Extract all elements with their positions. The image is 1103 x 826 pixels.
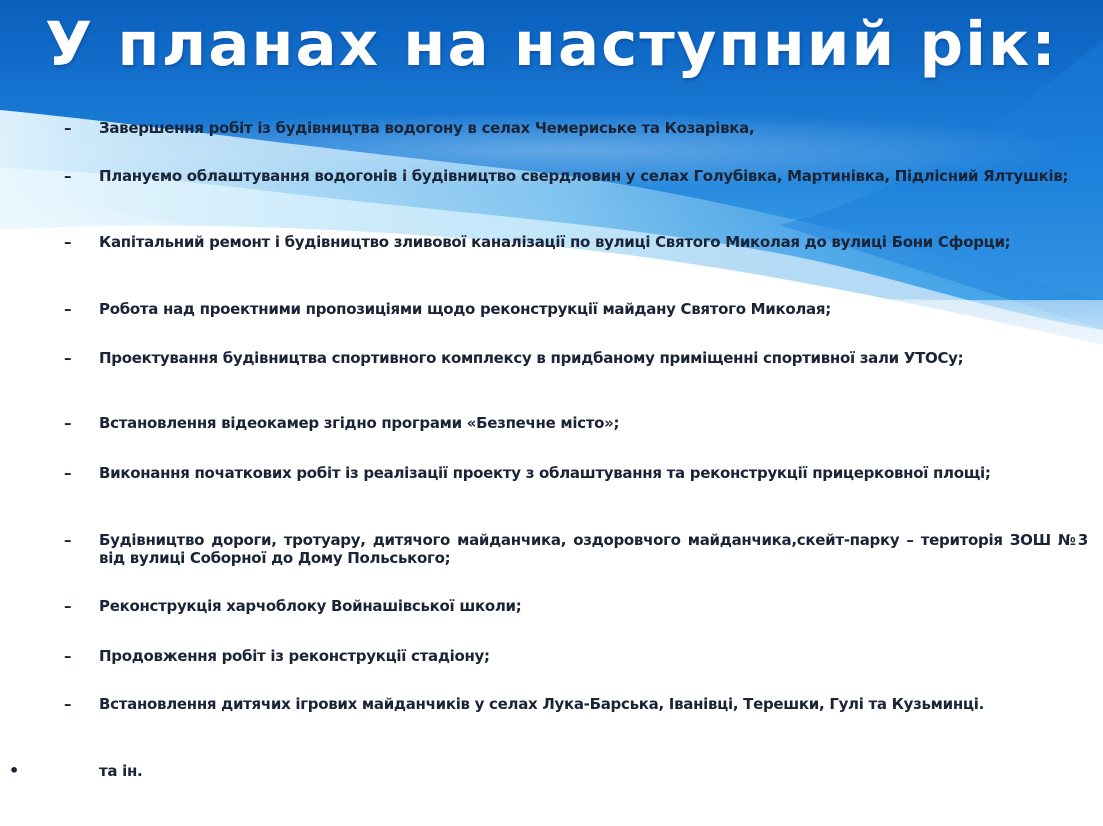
dash-marker: – bbox=[64, 233, 72, 251]
list-item-text: Завершення робіт із будівництва водогону в селах Чемериське та Козарівка, bbox=[99, 119, 755, 137]
dash-marker: – bbox=[64, 531, 72, 549]
dash-marker: – bbox=[64, 349, 72, 367]
dash-marker: – bbox=[64, 464, 72, 482]
slide-title: У планах на наступний рік: bbox=[45, 9, 1058, 80]
list-item-text: Встановлення відеокамер згідно програми «Безпечне місто»; bbox=[99, 414, 620, 432]
dash-marker: – bbox=[64, 300, 72, 318]
list-item-text: Плануємо облаштування водогонів і будівництво свердловин у селах Голубівка, Мартинівка, Підлісний Ялтушків; bbox=[99, 167, 1069, 185]
dash-marker: – bbox=[64, 647, 72, 665]
list-item-text: Встановлення дитячих ігрових майданчиків у селах Лука-Барська, Іванівці, Терешки, Гулі та Кузьминці. bbox=[99, 695, 984, 713]
list-item-text: Виконання початкових робіт із реалізації проекту з облаштування та реконструкції прицерковної площі; bbox=[99, 464, 991, 482]
list-item-text: Продовження робіт із реконструкції стадіону; bbox=[99, 647, 490, 665]
list-item-text: Реконструкція харчоблоку Войнашівської школи; bbox=[99, 597, 522, 615]
dash-marker: – bbox=[64, 119, 72, 137]
bullet-marker: • bbox=[9, 761, 20, 780]
list-item-text: Проектування будівництва спортивного комплексу в придбаному приміщенні спортивної зали УТОСу; bbox=[99, 349, 964, 367]
list-item-text: та ін. bbox=[99, 762, 143, 780]
list-item-text: Будівництво дороги, тротуару, дитячого майданчика, оздоровчого майданчика,скейт-парку – територія ЗОШ №3 від вулиці Соборної до Дому Польського; bbox=[99, 531, 1088, 567]
list-item-text: Робота над проектними пропозиціями щодо реконструкції майдану Святого Миколая; bbox=[99, 300, 831, 318]
list-item-text: Капітальний ремонт і будівництво зливової каналізації по вулиці Святого Миколая до вулиці Бони Сфорци; bbox=[99, 233, 1011, 251]
dash-marker: – bbox=[64, 597, 72, 615]
dash-marker: – bbox=[64, 167, 72, 185]
dash-marker: – bbox=[64, 414, 72, 432]
dash-marker: – bbox=[64, 695, 72, 713]
